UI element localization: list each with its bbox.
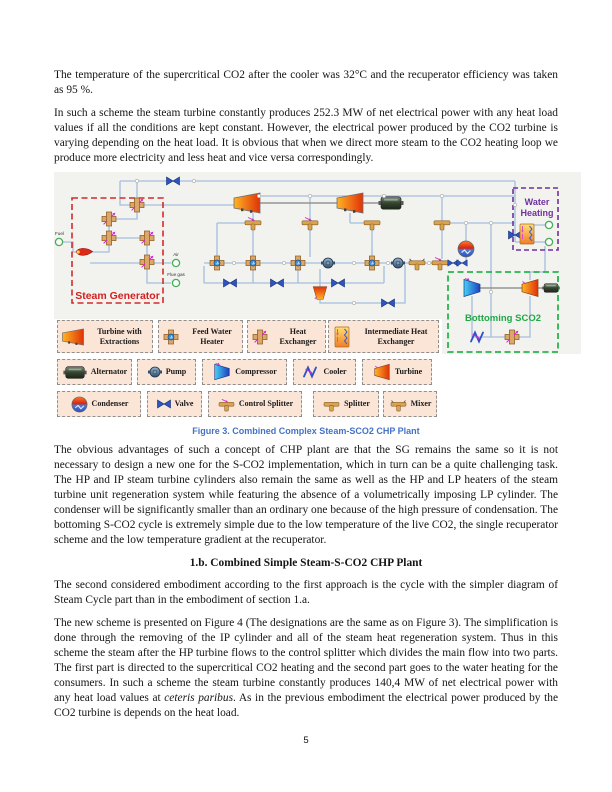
legend-label: Control Splitter	[238, 399, 294, 409]
air-port-icon	[172, 259, 179, 266]
feed-water-heater-icon	[161, 327, 181, 347]
legend-item-splitter	[313, 391, 379, 417]
paragraph-5-text-end: . As in the previous embodiment the electrical power produced by the CO2 turbine is depends on the heat load.	[54, 692, 558, 719]
paragraph-2: In such a scheme the steam turbine constantly produces 252.3 MW of net electrical power with any heat load values if all the conditions are kept constant. However, the electrical power produced by the CO2 turbine is varying depending on the heat load. It is obvious that when we direct more steam to the CO2 heating loop we produce more electricity and less heat and vice versa correspondingly.	[54, 107, 558, 164]
paragraph-4: The second considered embodiment according to the first approach is the cycle with the simpler diagram of Steam Cycle part than in the embodiment of section 1.a.	[54, 579, 558, 606]
paragraph-5	[54, 616, 558, 721]
legend-item-feed-water-heater	[158, 320, 243, 353]
air-label: Air	[173, 252, 179, 257]
figure-caption: Figure 3. Combined Complex Steam-SCO2 CHP Plant	[192, 426, 420, 436]
intermediate-heat-exchanger-icon	[331, 325, 353, 349]
control-splitter-icon	[217, 397, 236, 412]
splitter-icon	[322, 397, 341, 412]
valve-icon	[156, 398, 172, 410]
legend-item-control-splitter	[208, 391, 302, 417]
fuel-label: Fuel	[55, 231, 64, 236]
legend-item-turbine-with-extractions	[57, 320, 153, 353]
page-number: 5	[303, 735, 309, 746]
legend-item-intermediate-heat-exchanger	[328, 320, 439, 353]
legend-label: Valve	[174, 399, 194, 409]
legend-label: Mixer	[410, 399, 432, 409]
water-heating-label-line1: Water	[524, 197, 550, 207]
turbine-with-extractions-icon	[60, 326, 86, 348]
figure-3	[54, 172, 581, 438]
legend-item-valve	[147, 391, 202, 417]
legend-item-alternator	[57, 359, 132, 385]
legend-label: Heat Exchanger	[279, 327, 317, 346]
legend-label: Condenser	[91, 399, 129, 409]
fuel-port-icon	[55, 238, 62, 245]
legend-item-pump	[137, 359, 196, 385]
legend-label: Compressor	[235, 367, 277, 377]
mixer-icon	[389, 397, 408, 412]
legend-item-compressor	[202, 359, 287, 385]
legend-item-turbine	[362, 359, 432, 385]
water-supply-port-icon	[545, 221, 552, 228]
legend-label: Turbine	[394, 367, 423, 377]
paragraph-5-text: The new scheme is presented on Figure 4 (The designations are the same as on Figure 3). The simplification is done through the removing of the IP cylinder and all of the steam heat regeneration system. Thus in this scheme the steam after the HP turbine flows to the control splitter which divides the main flow into two parts. The first part is directed to the supercritical CO2 heating and the second part goes to the water heating for the consumers. In such a scheme the steam turbine constantly produces 140,4 MW of net electrical power with any heat load values at	[54, 617, 559, 704]
flue-gas-port-icon	[172, 279, 179, 286]
legend-label: Splitter	[344, 399, 370, 409]
co2-alternator-icon	[542, 284, 560, 293]
bottoming-sco2-label: Bottoming SCO2	[465, 313, 541, 324]
legend-label: Intermediate Heat Exchanger	[364, 327, 428, 346]
pump-icon	[147, 364, 163, 380]
water-heating-label-line2: Heating	[520, 208, 554, 218]
condenser-icon	[70, 395, 89, 414]
paragraph-5-italic-phrase: ceteris paribus	[164, 692, 234, 704]
water-return-port-icon	[545, 238, 552, 245]
legend-label: Pump	[165, 367, 187, 377]
heat-exchanger-icon	[250, 327, 270, 347]
legend-label: Cooler	[323, 367, 347, 377]
paragraph-1: The temperature of the supercritical CO2 after the cooler was 32°C and the recuperator efficiency was taken as 95 %.	[54, 69, 558, 96]
legend-item-heat-exchanger	[247, 320, 326, 353]
compressor-icon	[212, 362, 232, 382]
turbine-icon	[372, 362, 392, 382]
alternator-icon	[62, 364, 88, 381]
legend-item-condenser	[57, 391, 141, 417]
legend-label: Alternator	[90, 367, 128, 377]
legend-label: Feed Water Heater	[192, 327, 232, 346]
flue-gas-label: Flue gas	[167, 272, 185, 277]
legend-item-cooler	[293, 359, 356, 385]
legend-item-mixer	[383, 391, 437, 417]
condenser-icon-main	[458, 241, 474, 257]
cooler-icon	[302, 364, 320, 380]
chp-plant-diagram	[54, 172, 581, 424]
steam-generator-label: Steam Generator	[75, 290, 160, 302]
legend-label: Turbine with Extractions	[97, 327, 142, 346]
section-heading-1b: 1.b. Combined Simple Steam-S-CO2 CHP Plant	[189, 557, 423, 569]
paragraph-3: The obvious advantages of such a concept of CHP plant are that the SG remains the same so it is not necessary to design a new one for the S-CO2 implementation, which in turn can be a quite challenging task. The HP and IP steam turbine cylinders also remain the same as well as the HP and LP heaters of the steam turbine unit regeneration system while featuring the absence of a volumetrically imposing LP cylinder. The condenser will be significantly smaller than an ordinary one because of the high pressure of condensation. The bottoming S-CO2 cycle is extremely simple due to the low temperature of the live CO2, the single recuperator scheme and the low temperature gradient at the recuperator.	[54, 444, 558, 546]
intermediate-heat-exchanger-icon-main	[520, 224, 534, 244]
steam-alternator-icon	[379, 197, 404, 209]
